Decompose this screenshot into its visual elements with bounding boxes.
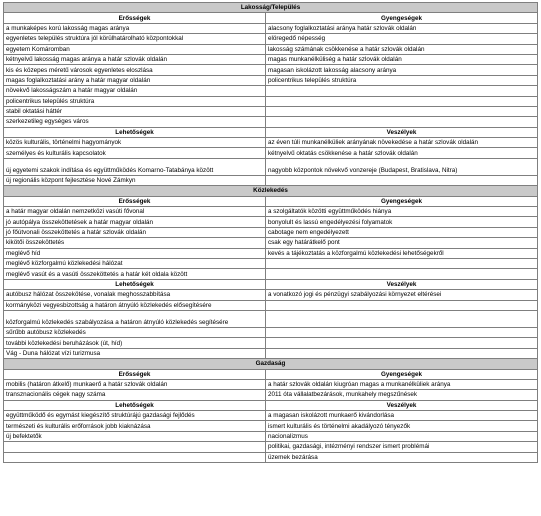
table-row xyxy=(4,44,538,54)
left-cell: policentrikus település struktúra xyxy=(4,96,266,106)
right-cell xyxy=(266,96,538,106)
left-cell: Vág - Duna hálózat vízi turizmusa xyxy=(4,348,266,358)
left-cell: kis és közepes méretű városok egyenletes eloszlása xyxy=(4,65,266,75)
left-cell: közös kulturális, történelmi hagyományok xyxy=(4,138,266,148)
section-header-row xyxy=(4,359,538,369)
table-row xyxy=(4,248,538,258)
right-cell: elöregedő népesség xyxy=(266,34,538,44)
right-cell: nacionalizmus xyxy=(266,431,538,441)
left-cell: egyetem Komáromban xyxy=(4,44,266,54)
table-row xyxy=(4,452,538,462)
left-cell: szerkezetileg egységes város xyxy=(4,117,266,127)
left-cell: egyenletes település struktúra jól körülhatárolható központokkal xyxy=(4,34,266,44)
right-cell: 2011 óta vállalatbezárások, munkahely megszűnések xyxy=(266,390,538,400)
table-row xyxy=(4,96,538,106)
table-row xyxy=(4,175,538,185)
left-cell xyxy=(4,452,266,462)
table-row xyxy=(4,238,538,248)
table-row xyxy=(4,379,538,389)
right-cell xyxy=(266,338,538,348)
left-cell: növekvő lakosságszám a határ magyar oldalán xyxy=(4,86,266,96)
left-cell: kétnyelvű lakosság magas aránya a határ szlovák oldalán xyxy=(4,54,266,64)
table-row xyxy=(4,86,538,96)
right-cell: üzemek bezárása xyxy=(266,452,538,462)
left-column-header: Erősségek xyxy=(4,369,266,379)
right-column-header: Veszélyek xyxy=(266,400,538,410)
table-row xyxy=(4,421,538,431)
section-title: Lakosság/Település xyxy=(4,3,538,13)
left-cell: a határ magyar oldalán nemzetközi vasúti fővonal xyxy=(4,207,266,217)
right-cell xyxy=(266,310,538,327)
right-cell: magas munkanélküliség a határ szlovák oldalán xyxy=(266,54,538,64)
right-cell xyxy=(266,86,538,96)
table-row xyxy=(4,148,538,158)
right-cell xyxy=(266,348,538,358)
left-cell: jó autópálya összeköttetések a határ magyar oldalán xyxy=(4,217,266,227)
left-cell: közforgalmú közlekedés szabályozása a határon átnyúló közlekedés segítésére xyxy=(4,310,266,327)
table-row xyxy=(4,158,538,175)
table-row xyxy=(4,227,538,237)
left-cell: kikötői összeköttetés xyxy=(4,238,266,248)
left-cell: meglévő közforgalmú közlekedési hálózat xyxy=(4,258,266,268)
left-cell: új regionális központ fejlesztése Nové Zámkyn xyxy=(4,175,266,185)
block-header-row xyxy=(4,13,538,23)
left-cell: új befektetők xyxy=(4,431,266,441)
left-cell: kormányközi vegyesbizottság a határon átnyúló közlekedés elősegítésére xyxy=(4,300,266,310)
left-cell: magas foglalkoztatási arány a határ magyar oldalán xyxy=(4,75,266,85)
table-row xyxy=(4,290,538,300)
right-cell: cabotage nem engedélyezett xyxy=(266,227,538,237)
block-header-row xyxy=(4,279,538,289)
section-header-row xyxy=(4,186,538,196)
table-row xyxy=(4,34,538,44)
table-row xyxy=(4,23,538,33)
right-cell xyxy=(266,117,538,127)
section-title: Közlekedés xyxy=(4,186,538,196)
left-cell xyxy=(4,442,266,452)
table-row xyxy=(4,54,538,64)
table-row xyxy=(4,138,538,148)
right-cell: kevés a tájékoztatás a közforgalmú közlekedési lehetőségekről xyxy=(266,248,538,258)
left-cell: személyes és kulturális kapcsolatok xyxy=(4,148,266,158)
right-column-header: Gyengeségek xyxy=(266,13,538,23)
table-row xyxy=(4,106,538,116)
table-row xyxy=(4,269,538,279)
right-cell: az éven túli munkanélküliek arányának növekedése a határ szlovák oldalán xyxy=(266,138,538,148)
right-cell: a vonatkozó jogi és pénzügyi szabályozási környezet eltérései xyxy=(266,290,538,300)
swot-table xyxy=(3,2,538,463)
table-row xyxy=(4,442,538,452)
right-cell: bonyolult és lassú engedélyezési folyamatok xyxy=(266,217,538,227)
table-row xyxy=(4,310,538,327)
right-cell: nagyobb központok növekvő vonzereje (Budapest, Bratislava, Nitra) xyxy=(266,158,538,175)
table-row xyxy=(4,431,538,441)
section-header-row xyxy=(4,3,538,13)
left-cell: stabil oktatási háttér xyxy=(4,106,266,116)
table-row xyxy=(4,117,538,127)
table-row xyxy=(4,258,538,268)
block-header-row xyxy=(4,196,538,206)
section-title: Gazdaság xyxy=(4,359,538,369)
right-cell: alacsony foglalkoztatási aránya határ szlovák oldalán xyxy=(266,23,538,33)
left-cell: meglévő híd xyxy=(4,248,266,258)
table-row xyxy=(4,390,538,400)
right-cell: ismert kulturális és történelmi akadályozó tényezők xyxy=(266,421,538,431)
table-row xyxy=(4,327,538,337)
right-cell xyxy=(266,258,538,268)
right-cell: policentrikus település struktúra xyxy=(266,75,538,85)
right-column-header: Veszélyek xyxy=(266,279,538,289)
left-cell: sűrűbb autóbusz közlekedés xyxy=(4,327,266,337)
right-cell xyxy=(266,175,538,185)
right-cell xyxy=(266,106,538,116)
right-cell xyxy=(266,327,538,337)
right-cell xyxy=(266,300,538,310)
block-header-row xyxy=(4,127,538,137)
left-column-header: Erősségek xyxy=(4,196,266,206)
left-cell: autóbusz hálózat összekötése, vonalak meghosszabbítása xyxy=(4,290,266,300)
right-cell: politikai, gazdasági, intézményi rendszer ismert problémái xyxy=(266,442,538,452)
block-header-row xyxy=(4,369,538,379)
left-cell: új egyetemi szakok indítása és együttműködés Komarno-Tatabánya között xyxy=(4,158,266,175)
swot-table-body xyxy=(4,3,538,463)
left-cell: további közlekedési beruházások (út, híd) xyxy=(4,338,266,348)
table-row xyxy=(4,65,538,75)
left-column-header: Lehetőségek xyxy=(4,279,266,289)
right-cell: magasan iskolázott lakosság alacsony aránya xyxy=(266,65,538,75)
table-row xyxy=(4,217,538,227)
right-column-header: Gyengeségek xyxy=(266,369,538,379)
right-cell: a határ szlovák oldalán kiugróan magas a munkanélküliek aránya xyxy=(266,379,538,389)
left-column-header: Lehetőségek xyxy=(4,400,266,410)
left-cell: meglévő vasút és a vasúti összeköttetés a határ két oldala között xyxy=(4,269,266,279)
table-row xyxy=(4,348,538,358)
left-cell: természeti és kulturális erőforrások jobb kiaknázása xyxy=(4,421,266,431)
left-cell: együttműködő és egymást kiegészítő struktúrájú gazdasági fejlődés xyxy=(4,411,266,421)
block-header-row xyxy=(4,400,538,410)
left-cell: a munkaképes korú lakosság magas aránya xyxy=(4,23,266,33)
table-row xyxy=(4,300,538,310)
table-row xyxy=(4,411,538,421)
right-cell: csak egy határátkelő pont xyxy=(266,238,538,248)
right-cell: a szolgáltatók közötti együttműködés hiánya xyxy=(266,207,538,217)
table-row xyxy=(4,207,538,217)
table-row xyxy=(4,338,538,348)
right-column-header: Veszélyek xyxy=(266,127,538,137)
table-row xyxy=(4,75,538,85)
right-cell: kétnyelvű oktatás csökkenése a határ szlovák oldalán xyxy=(266,148,538,158)
left-cell: mobilis (határon átkelő) munkaerő a határ szlovák oldalán xyxy=(4,379,266,389)
left-cell: jó főútvonali összeköttetés a határ szlovák oldalán xyxy=(4,227,266,237)
right-cell: lakosság számának csökkenése a határ szlovák oldalán xyxy=(266,44,538,54)
right-cell xyxy=(266,269,538,279)
left-column-header: Erősségek xyxy=(4,13,266,23)
right-column-header: Gyengeségek xyxy=(266,196,538,206)
left-cell: transznacionális cégek nagy száma xyxy=(4,390,266,400)
right-cell: a magasan iskolázott munkaerő kivándorlása xyxy=(266,411,538,421)
left-column-header: Lehetőségek xyxy=(4,127,266,137)
